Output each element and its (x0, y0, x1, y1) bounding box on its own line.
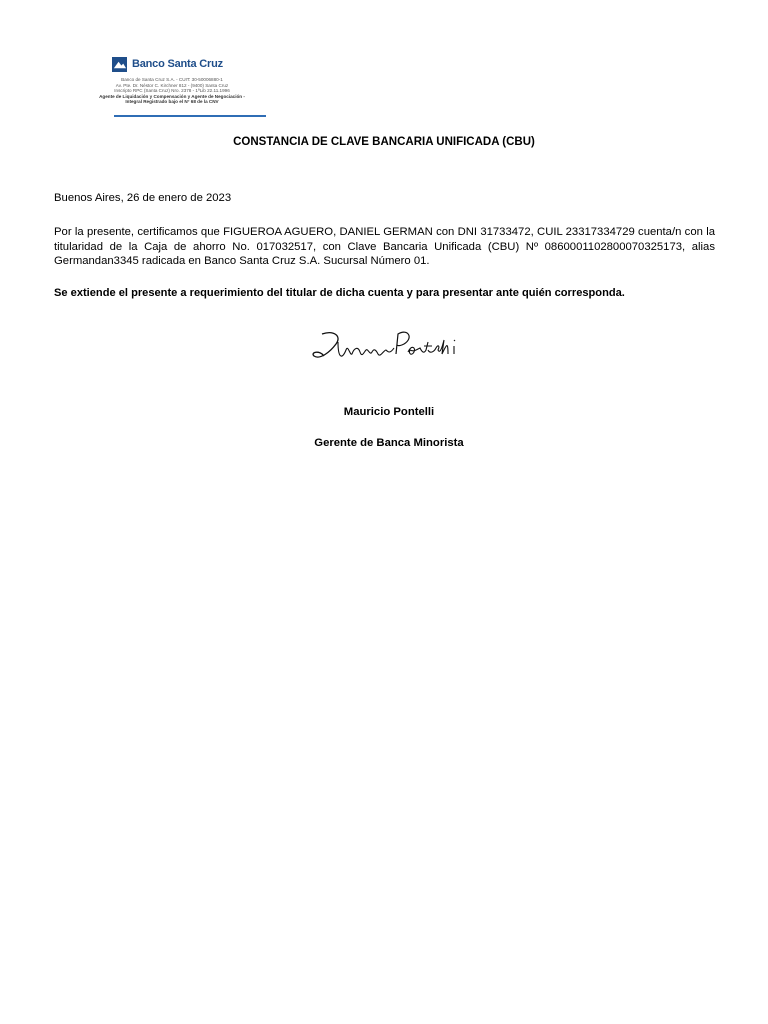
closing-note: Se extiende el presente a requerimiento del titular de dicha cuenta y para presentar ante quién corresponda. (54, 287, 625, 299)
signer-role: Gerente de Banca Minorista (314, 437, 464, 449)
letterhead (74, 52, 270, 118)
document-title: CONSTANCIA DE CLAVE BANCARIA UNIFICADA (CBU) (233, 136, 535, 148)
letterhead-line: Inscripto RPC (Santa Cruz) Nro. 2378 - 1ªLib 22.11.1996 (114, 88, 230, 94)
date-line: Buenos Aires, 26 de enero de 2023 (54, 192, 232, 204)
letterhead-line: Integral Registrado bajo el N° 68 de la CNV (125, 99, 219, 105)
letterhead-line: Banco de Santa Cruz S.A. - CUIT: 30-50006880-1 (121, 77, 223, 82)
bank-logo-icon (112, 57, 127, 72)
handwritten-signature (308, 326, 468, 376)
bank-logo (112, 56, 223, 72)
signer-name: Mauricio Pontelli (343, 406, 435, 418)
letterhead-divider (114, 115, 266, 117)
letterhead-line: Agente de Liquidación y Compensación y Agente de Negociación - (99, 93, 245, 99)
bank-name: Banco Santa Cruz (132, 58, 223, 70)
letterhead-details (74, 77, 270, 105)
certification-body: Por la presente, certificamos que FIGUEROA AGUERO, DANIEL GERMAN con DNI 31733472, CUIL 23317334729 cuenta/n con la titularidad de la Caja de ahorro No. 017032517, con Clave Bancaria Unificada (CBU) Nº 0860001102800070325173, alias Germandan3345 radicada en Banco Santa Cruz S.A. Sucursal Número 01. (54, 226, 715, 267)
letterhead-line: Av. Pte. Dr. Néstor C. Kirchner 812 - (9400) Santa Cruz (115, 82, 229, 88)
